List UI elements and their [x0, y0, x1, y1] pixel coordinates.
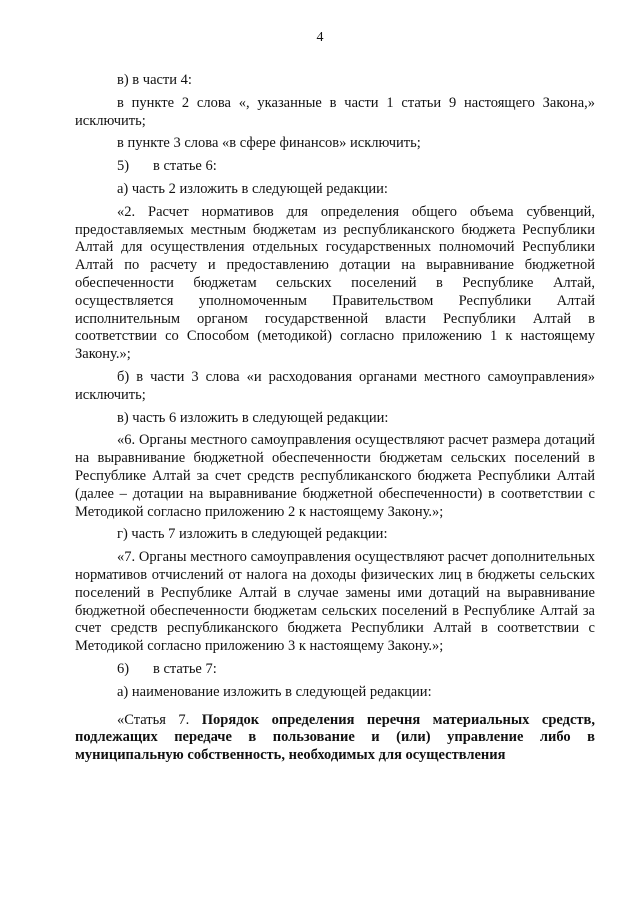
paragraph-point-2: в пункте 2 слова «, указанные в части 1 статьи 9 настоящего Закона,» исключить;	[75, 94, 595, 129]
item-number: 5)	[117, 158, 130, 175]
article-title-bold: Порядок определения перечня материальных средств, подлежащих передаче в пользование и (или) управление либо в муниципальную собственность, необходимых для осуществления	[75, 711, 595, 764]
page-number: 4	[316, 30, 324, 45]
item-text: в статье 6:	[153, 158, 217, 175]
paragraph-g-part-7: г) часть 7 изложить в следующей редакции:	[117, 526, 388, 543]
paragraph-quote-2: «2. Расчет нормативов для определения общего объема субвенций, предоставляемых местным бюджетам из республиканского бюджета Республики Алтай для осуществления отдельных государственных полномочий Республики Алтай по расчету и предоставлению дотации на выравнивание бюджетной обеспеченности бюджетам сельских поселений в Республике Алтай, осуществляется уполномоченным Правительством Республики Алтай исполнительным органом государственной власти Республики Алтай в соответствии со Способом (методикой) согласно приложению 1 к настоящему Закону.»;	[75, 203, 595, 363]
paragraph-point-3: в пункте 3 слова «в сфере финансов» исключить;	[117, 135, 421, 152]
item-text: в статье 7:	[153, 660, 217, 677]
paragraph-part-4: в) в части 4:	[117, 72, 192, 88]
paragraph-a-part-2: а) часть 2 изложить в следующей редакции:	[117, 180, 388, 197]
paragraph-b-part-3: б) в части 3 слова «и расходования органами местного самоуправления» исключить;	[75, 368, 595, 403]
paragraph-item-6	[75, 661, 595, 679]
paragraph-item-5	[75, 158, 595, 176]
document-body	[75, 72, 595, 770]
paragraph-quote-6: «6. Органы местного самоуправления осуществляют расчет размера дотаций на выравнивание бюджетной обеспеченности бюджетам сельских поселений в Республике Алтай за счет средств республиканского бюджета Республики Алтай (далее – дотации на выравнивание бюджетной обеспеченности) в соответствии с Методикой согласно приложению 2 к настоящему Закону.»;	[75, 432, 595, 520]
paragraph-v-part-6: в) часть 6 изложить в следующей редакции:	[117, 409, 389, 426]
paragraph-a-title: а) наименование изложить в следующей редакции:	[117, 683, 432, 700]
article-lead: «Статья 7.	[117, 711, 202, 728]
item-number: 6)	[117, 660, 130, 677]
paragraph-quote-7: «7. Органы местного самоуправления осуществляют расчет дополнительных нормативов отчислений от налога на доходы физических лиц в бюджеты сельских поселений в Республике Алтай в случае замены ими дотаций на выравнивание бюджетной обеспеченности бюджетам сельских поселений в Республике Алтай за счет средств республиканского бюджета Республики Алтай в соответствии с Методикой согласно приложению 3 к настоящему Закону.»;	[75, 549, 595, 655]
paragraph-article-7-title	[75, 712, 595, 765]
